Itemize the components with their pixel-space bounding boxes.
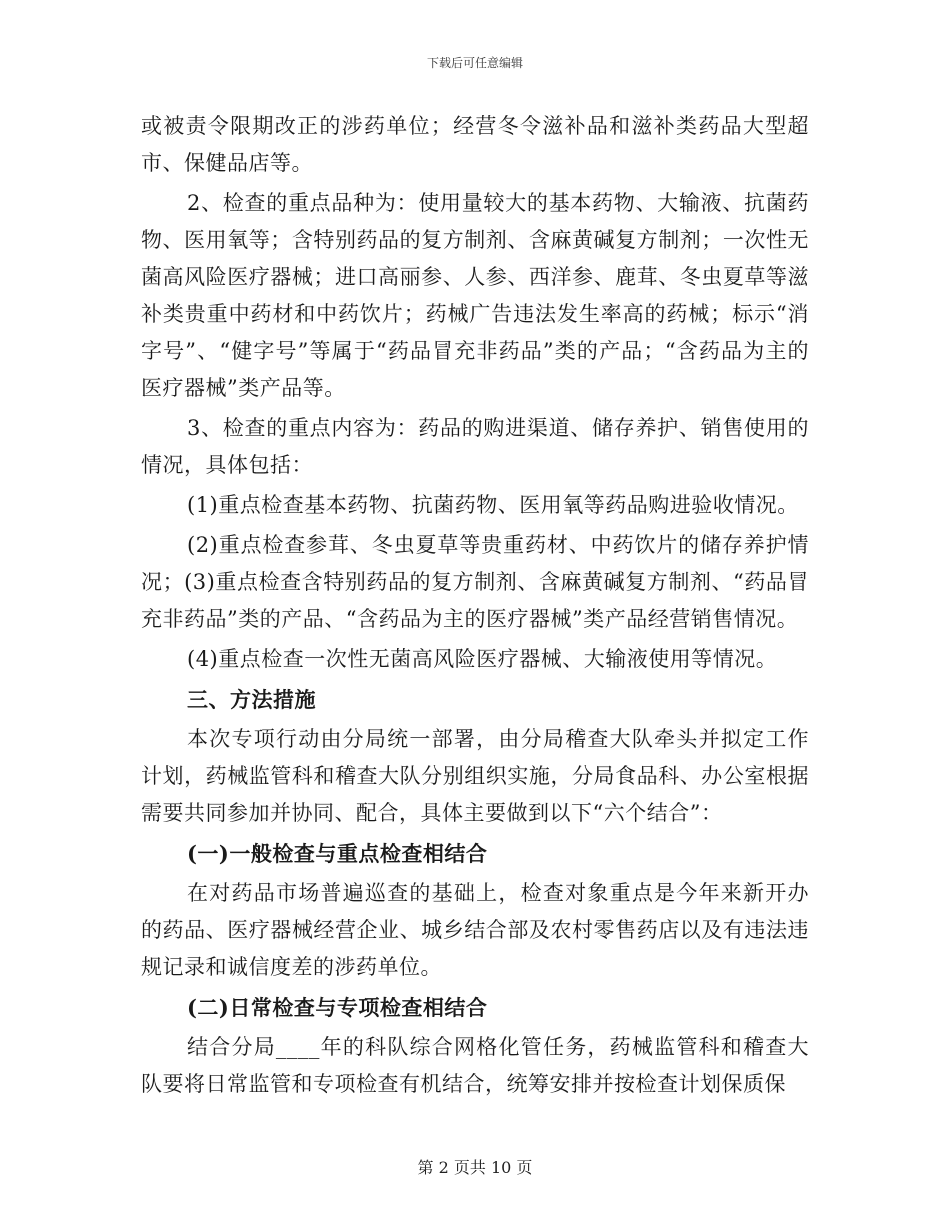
paragraph-item-1: (1)重点检查基本药物、抗菌药物、医用氧等药品购进验收情况。 <box>187 493 799 517</box>
page-header-note: 下载后可任意编辑 <box>426 56 523 70</box>
paragraph-daily-special-check: 结合分局____年的科队综合网格化管任务，药械监管科和稽查大队要将日常监管和专项检查有机结合，统筹安排并按检查计划保质保 <box>141 1035 809 1096</box>
document-body <box>141 108 809 1106</box>
paragraph-methods-intro: 本次专项行动由分局统一部署，由分局稽查大队牵头并拟定工作计划，药械监管科和稽查大队分别组织实施，分局食品科、办公室根据需要共同参加并协同、配合，具体主要做到以下“六个结合”： <box>141 727 809 825</box>
subheading-daily-special-check: (二)日常检查与专项检查相结合 <box>187 995 488 1020</box>
subheading-general-key-check: (一)一般检查与重点检查相结合 <box>187 841 488 866</box>
paragraph-general-key-check: 在对药品市场普遍巡查的基础上，检查对象重点是今年来新开办的药品、医疗器械经营企业、城乡结合部及农村零售药店以及有违法违规记录和诚信度差的涉药单位。 <box>141 881 809 979</box>
paragraph-key-content: 3、检查的重点内容为：药品的购进渠道、储存养护、销售使用的情况，具体包括： <box>141 416 809 477</box>
page-footer-number: 第 2 页共 10 页 <box>417 1158 533 1177</box>
paragraph-key-varieties: 2、检查的重点品种为：使用量较大的基本药物、大输液、抗菌药物、医用氧等；含特别药品的复方制剂、含麻黄碱复方制剂；一次性无菌高风险医疗器械；进口高丽参、人参、西洋参、鹿茸、冬虫夏草等滋补类贵重中药材和中药饮片；药械广告违法发生率高的药械；标示“消字号”、“健字号”等属于“药品冒充非药品”类的产品；“含药品为主的医疗器械”类产品等。 <box>141 191 809 400</box>
paragraph-item-2-3: (2)重点检查参茸、冬虫夏草等贵重药材、中药饮片的储存养护情况；(3)重点检查含特别药品的复方制剂、含麻黄碱复方制剂、“药品冒充非药品”类的产品、“含药品为主的医疗器械”类产品经营销售情况。 <box>141 533 809 631</box>
paragraph-continuation: 或被责令限期改正的涉药单位；经营冬令滋补品和滋补类药品大型超市、保健品店等。 <box>141 114 809 175</box>
paragraph-item-4: (4)重点检查一次性无菌高风险医疗器械、大输液使用等情况。 <box>187 647 778 671</box>
section-heading-methods: 三、方法措施 <box>187 687 316 712</box>
